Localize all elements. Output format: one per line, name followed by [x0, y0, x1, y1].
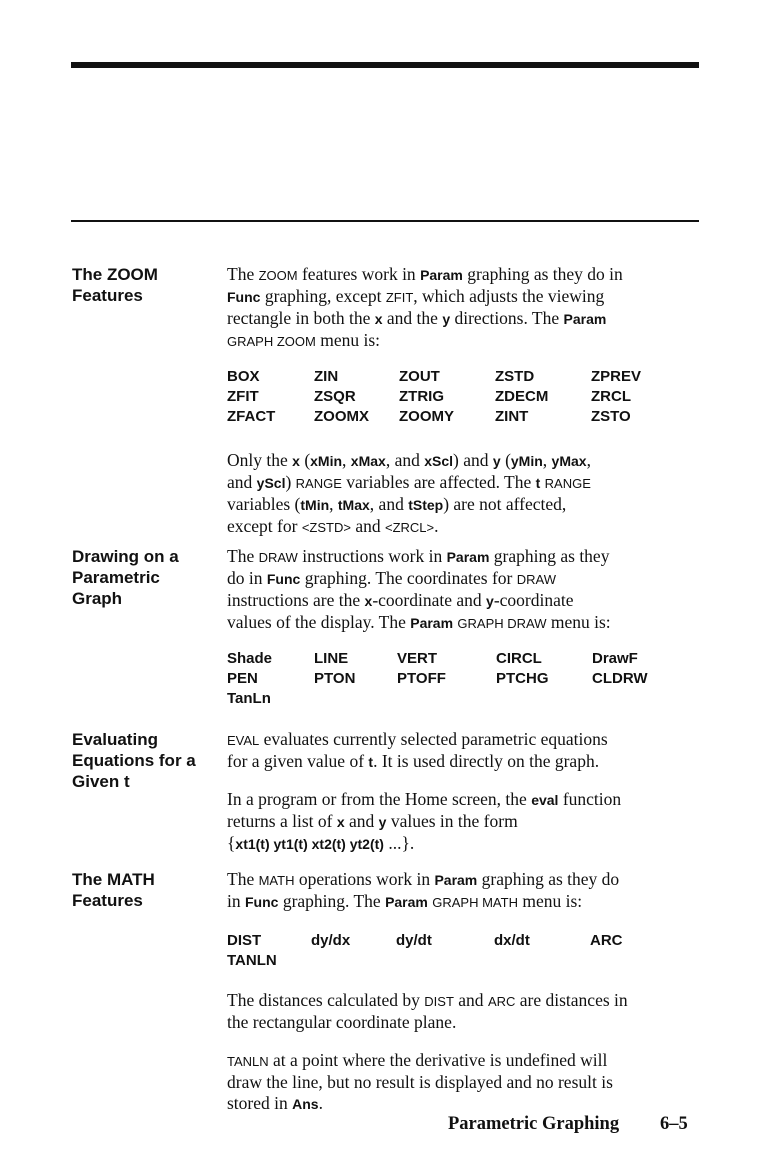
command-text: GRAPH DRAW — [457, 616, 547, 631]
text-line — [227, 729, 697, 751]
command-text: ZOOM — [258, 268, 298, 283]
body-text: features work in — [297, 264, 421, 284]
body-text: The — [227, 869, 259, 889]
menu-item: CLDRW — [592, 670, 648, 687]
menu-item: PTOFF — [397, 670, 446, 687]
text-line — [227, 891, 697, 913]
keyword-text: Func — [266, 571, 301, 587]
body-text: and — [350, 516, 385, 536]
keyword-text: xMin — [310, 453, 343, 469]
text-line — [227, 990, 697, 1012]
keyword-text: Param — [446, 549, 490, 565]
keyword-text: t — [368, 754, 374, 770]
menu-item: ZSTO — [591, 408, 631, 425]
keyword-text: y — [486, 593, 494, 609]
body-text: values in the form — [386, 811, 518, 831]
zoom-menu — [227, 367, 671, 427]
menu-row — [227, 407, 671, 427]
keyword-text: xScl — [424, 453, 454, 469]
text-line — [227, 308, 697, 330]
body-text: and — [344, 811, 379, 831]
keyword-text: Param — [420, 267, 463, 283]
keyword-text: x — [374, 311, 383, 327]
draw-heading: Drawing on a Parametric Graph — [72, 547, 179, 608]
math-distance-paragraph — [227, 990, 697, 1033]
body-text: menu is: — [517, 891, 583, 911]
body-text: -coordinate and — [372, 590, 487, 610]
keyword-text: y — [442, 311, 451, 327]
menu-item: TanLn — [227, 690, 271, 707]
body-text: values of the display. The — [227, 612, 411, 632]
text-line — [227, 286, 697, 308]
keyword-text: yMin — [510, 453, 543, 469]
menu-item: ZIN — [314, 368, 339, 385]
menu-item: dx/dt — [494, 932, 530, 949]
body-text: ) — [285, 472, 296, 492]
body-text: { — [227, 833, 236, 853]
menu-item: Shade — [227, 650, 273, 667]
menu-row — [227, 689, 672, 709]
text-line — [227, 590, 697, 612]
body-text: are distances in — [515, 990, 628, 1010]
menu-item: CIRCL — [496, 650, 542, 667]
menu-item: ZINT — [495, 408, 529, 425]
text-line — [227, 330, 697, 352]
draw-paragraph — [227, 546, 697, 634]
keyword-text: Ans — [292, 1096, 319, 1112]
command-text: TANLN — [227, 1054, 269, 1069]
text-line — [227, 789, 697, 811]
command-text: ZFIT — [385, 290, 414, 305]
body-text: The — [227, 264, 259, 284]
keyword-text: Param — [563, 311, 607, 327]
menu-item: dy/dt — [396, 932, 432, 949]
keyword-text: Func — [245, 894, 279, 910]
body-text: ( — [299, 450, 311, 470]
text-line — [227, 546, 697, 568]
body-text: variables ( — [227, 494, 301, 514]
math-menu — [227, 931, 670, 971]
keyword-text: x — [292, 453, 300, 469]
page-number: 6–5 — [660, 1114, 688, 1134]
body-text: stored in — [227, 1093, 293, 1113]
menu-item: ARC — [590, 932, 623, 949]
body-text: -coordinate — [493, 590, 574, 610]
text-line — [227, 811, 697, 833]
menu-item: ZFIT — [227, 388, 259, 405]
body-text: , which adjusts the viewing — [413, 286, 605, 306]
text-line — [227, 1072, 697, 1093]
body-text: the rectangular coordinate plane. — [227, 1012, 457, 1032]
body-text: instructions work in — [297, 546, 447, 566]
text-line — [227, 1012, 697, 1033]
menu-row — [227, 951, 670, 971]
menu-row — [227, 387, 671, 407]
body-text: directions. The — [450, 308, 564, 328]
command-text: MATH — [258, 873, 295, 888]
keyword-text: Param — [434, 872, 478, 888]
zoom-intro-paragraph — [227, 264, 697, 352]
keyword-text: eval — [531, 792, 559, 808]
command-text: GRAPH MATH — [432, 895, 518, 910]
body-text: evaluates currently selected parametric equations — [259, 729, 608, 749]
body-text: graphing as they — [489, 546, 610, 566]
menu-item: TANLN — [227, 952, 277, 969]
keyword-text: tMin — [300, 497, 330, 513]
menu-item: DrawF — [592, 650, 638, 667]
text-line — [227, 1050, 697, 1072]
eval-function-paragraph — [227, 789, 697, 855]
menu-row — [227, 367, 671, 387]
keyword-text: yMax — [551, 453, 587, 469]
keyword-text: xMax — [350, 453, 386, 469]
zoom-heading: The ZOOM Features — [72, 265, 158, 305]
menu-item: ZTRIG — [399, 388, 444, 405]
menu-item: PEN — [227, 670, 258, 687]
eval-heading: Evaluating Equations for a Given t — [72, 730, 196, 791]
keyword-text: x — [336, 814, 345, 830]
zoom-range-paragraph — [227, 450, 697, 538]
command-text: DIST — [424, 994, 454, 1009]
body-text: returns a list of — [227, 811, 337, 831]
menu-item: ZFACT — [227, 408, 276, 425]
command-text: <ZRCL> — [384, 520, 435, 535]
body-text: except for — [227, 516, 302, 536]
keyword-text: Param — [410, 615, 454, 631]
text-line — [227, 472, 697, 494]
menu-item: ZOUT — [399, 368, 440, 385]
command-text: RANGE — [295, 476, 342, 491]
body-text: Only the — [227, 450, 293, 470]
body-text: function — [558, 789, 622, 809]
body-text: do in — [227, 568, 267, 588]
body-text: rectangle in both the — [227, 308, 375, 328]
menu-row — [227, 649, 672, 669]
menu-item: ZOOMY — [399, 408, 454, 425]
body-text: and the — [382, 308, 443, 328]
menu-item: dy/dx — [311, 932, 351, 949]
body-text: The — [227, 546, 259, 566]
menu-row — [227, 669, 672, 689]
menu-item: BOX — [227, 368, 260, 385]
keyword-text: y — [378, 814, 387, 830]
text-line — [227, 833, 697, 855]
command-text: GRAPH ZOOM — [227, 334, 316, 349]
body-text: , — [542, 450, 552, 470]
body-text: for a given value of — [227, 751, 369, 771]
keyword-text: tMax — [337, 497, 370, 513]
menu-item: ZSTD — [495, 368, 535, 385]
keyword-text: yScl — [256, 475, 286, 491]
top-rule — [71, 62, 699, 68]
keyword-text: xt1(t) yt1(t) xt2(t) yt2(t) — [235, 836, 384, 852]
body-text: graphing. The — [278, 891, 386, 911]
body-text: , — [586, 450, 591, 470]
footer-title: Parametric Graphing — [448, 1114, 620, 1134]
menu-item: LINE — [314, 650, 349, 667]
body-text: , and — [385, 450, 425, 470]
command-text: RANGE — [544, 476, 591, 491]
math-paragraph — [227, 869, 697, 913]
command-text: <ZSTD> — [301, 520, 351, 535]
body-text: in — [227, 891, 245, 911]
body-text: In a program or from the Home screen, the — [227, 789, 532, 809]
section-rule — [71, 220, 699, 222]
body-text: instructions are the — [227, 590, 365, 610]
menu-item: ZSQR — [314, 388, 356, 405]
menu-item: ZRCL — [591, 388, 631, 405]
body-text: graphing as they do — [477, 869, 620, 889]
menu-item: ZPREV — [591, 368, 642, 385]
command-text: EVAL — [227, 733, 260, 748]
body-text: and — [453, 990, 488, 1010]
body-text: ) are not affected, — [443, 494, 567, 514]
menu-item: PTON — [314, 670, 356, 687]
body-text: draw the line, but no result is displayed and no result is — [227, 1072, 613, 1092]
body-text: graphing. The coordinates for — [300, 568, 517, 588]
text-line — [227, 751, 697, 773]
body-text: . — [318, 1093, 323, 1113]
keyword-text: x — [364, 593, 373, 609]
body-text: operations work in — [294, 869, 435, 889]
body-text: . It is used directly on the graph. — [373, 751, 600, 771]
body-text: and — [227, 472, 257, 492]
menu-item: ZOOMX — [314, 408, 369, 425]
keyword-text: t — [535, 475, 541, 491]
text-line — [227, 1093, 697, 1115]
body-text: variables are affected. The — [341, 472, 536, 492]
keyword-text: tStep — [408, 497, 444, 513]
menu-row — [227, 931, 670, 951]
text-line — [227, 612, 697, 634]
body-text: , — [342, 450, 351, 470]
command-text: ARC — [487, 994, 516, 1009]
menu-item: VERT — [397, 650, 438, 667]
text-line — [227, 450, 697, 472]
menu-item: PTCHG — [496, 670, 549, 687]
text-line — [227, 516, 697, 538]
body-text: menu is: — [315, 330, 381, 350]
keyword-text: Param — [385, 894, 428, 910]
menu-item: DIST — [227, 932, 262, 949]
body-text: at a point where the derivative is undefined will — [268, 1050, 608, 1070]
math-tanln-paragraph — [227, 1050, 697, 1115]
math-heading: The MATH Features — [72, 870, 155, 910]
body-text: graphing as they do in — [462, 264, 623, 284]
eval-paragraph — [227, 729, 697, 773]
body-text: ...}. — [383, 833, 415, 853]
text-line — [227, 494, 697, 516]
menu-item: ZDECM — [495, 388, 549, 405]
body-text: graphing, except — [260, 286, 386, 306]
command-text: DRAW — [516, 572, 556, 587]
keyword-text: y — [492, 453, 501, 469]
body-text: ) and — [453, 450, 493, 470]
text-line — [227, 568, 697, 590]
body-text: The distances calculated by — [227, 990, 425, 1010]
draw-menu — [227, 649, 672, 709]
text-line — [227, 869, 697, 891]
body-text: . — [434, 516, 439, 536]
body-text: menu is: — [546, 612, 611, 632]
body-text: ( — [500, 450, 511, 470]
command-text: DRAW — [258, 550, 298, 565]
keyword-text: Func — [227, 289, 261, 305]
body-text: , and — [369, 494, 409, 514]
body-text: , — [329, 494, 338, 514]
text-line — [227, 264, 697, 286]
